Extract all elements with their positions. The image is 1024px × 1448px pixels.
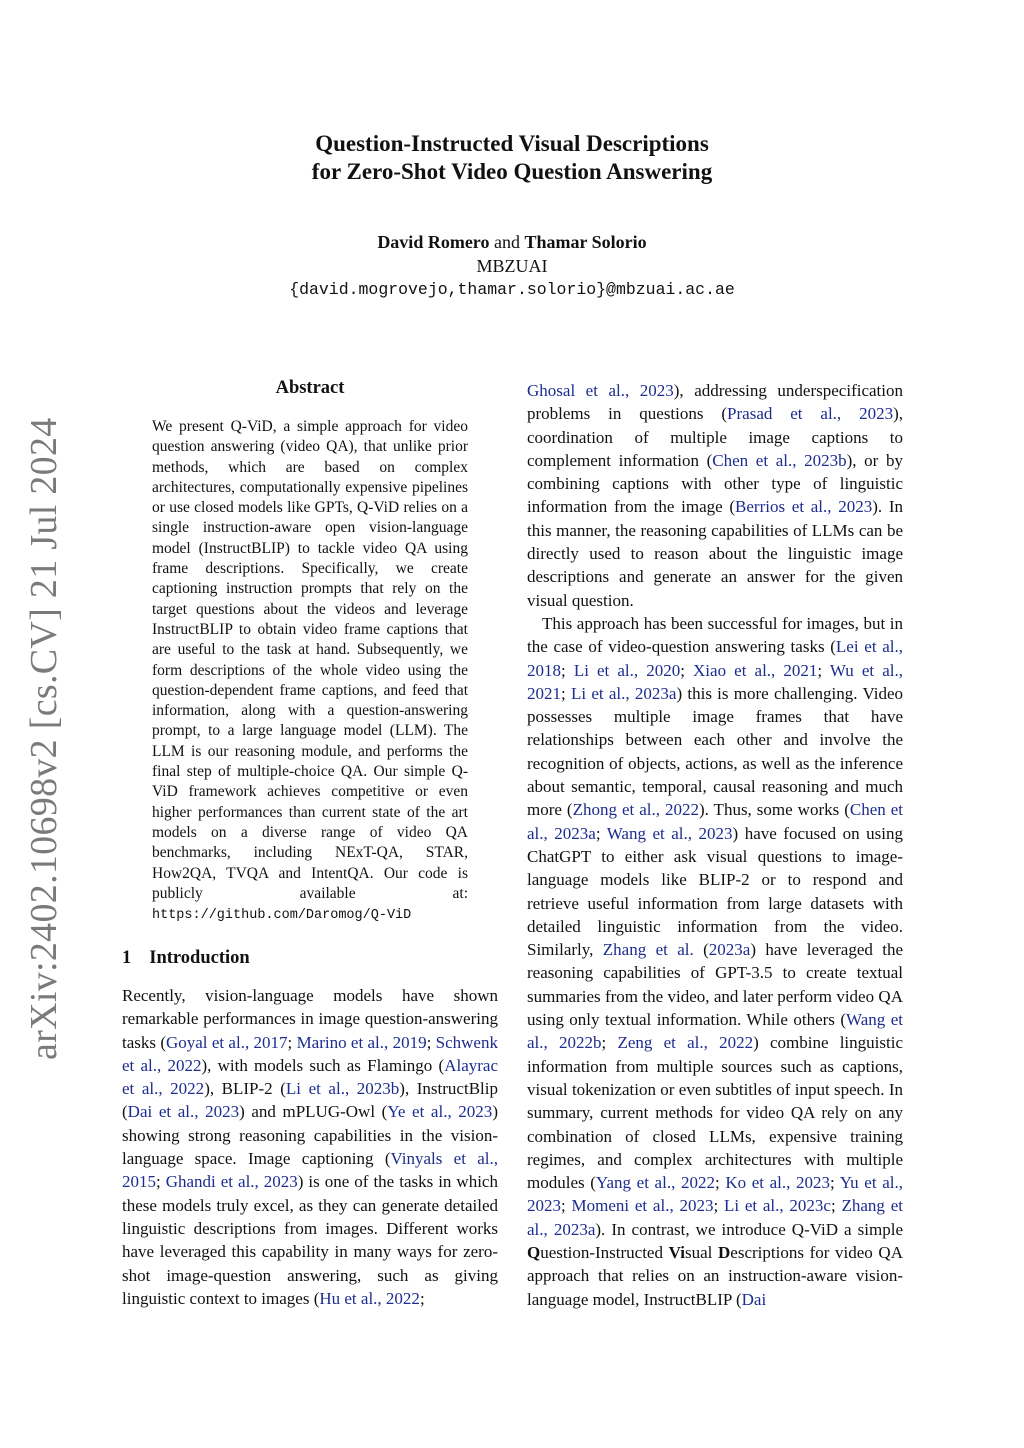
citation-link[interactable]: Chen et al., 2023a [527,800,904,843]
body-text: ; [426,1032,436,1052]
acronym-letter: Vi [668,1242,685,1262]
body-text: This approach has been successful for images, but in the case of video-question answering tasks ( [527,613,903,657]
citation-link[interactable]: Berrios et al., 2023 [735,497,873,517]
body-text: ; [595,823,607,843]
body-text: sual [684,1242,718,1262]
intro-left-column [122,984,498,1310]
citation-link[interactable]: Li et al., 2020 [573,660,681,680]
body-text: ; [156,1172,166,1192]
author-email: {david.mogrovejo,thamar.solorio}@mbzuai.ac.ae [289,280,735,299]
citation-link[interactable]: Yang et al., 2022 [595,1173,715,1193]
intro-right-column [527,379,903,1311]
body-text: escriptions for video QA approach that relies on an instruction-aware vision-language model, InstructBLIP ( [527,1242,903,1309]
citation-link[interactable]: Dai [741,1289,767,1309]
citation-link[interactable]: Zeng et al., 2022 [617,1033,754,1053]
body-text: ; [287,1032,297,1052]
body-text: ) combine linguistic information from multiple sources such as captions, visual tokenization or even subtitles of input speech. In summary, current methods for video QA rely on any combination of closed LLMs, expensive training regimes, and complex architectures with multiple modules ( [527,1033,903,1193]
citation-link[interactable]: Yu et al., 2023 [527,1173,903,1216]
body-text: ), with models such as Flamingo ( [201,1055,445,1075]
author-block [0,230,1024,302]
citation-link[interactable]: Wang et al., 2022b [527,1010,903,1053]
body-text: ; [561,1196,572,1216]
body-text: ; [680,660,694,680]
citation-link[interactable]: Xiao et al., 2021 [693,660,818,680]
arxiv-identifier: arXiv:2402.10698v2 [cs.CV] 21 Jul 2024 [23,417,65,1060]
citation-link[interactable]: Wang et al., 2023 [606,823,733,843]
paragraph [527,612,903,1311]
citation-link[interactable]: Ye et al., 2023 [387,1102,493,1122]
paper-title [0,130,1024,186]
body-text: ; [601,1033,618,1053]
body-text: ; [713,1196,724,1216]
author-conjunction: and [493,232,520,252]
author-1: David Romero [377,232,490,252]
body-text: ; [419,1288,425,1308]
body-text: ; [561,660,574,680]
author-names [0,230,1024,254]
body-text: ), coordination of multiple image captions to complement information ( [527,404,903,470]
citation-link[interactable]: Hu et al., 2022 [319,1288,420,1308]
section-number: 1 [122,948,132,968]
body-text: ; [817,660,830,680]
citation-link[interactable]: Goyal et al., 2017 [165,1032,288,1052]
body-text: ) showing strong reasoning capabilities in the vision-language space. Image captioning ( [122,1102,498,1169]
citation-link[interactable]: Wu et al., 2021 [527,660,903,703]
body-text: ), addressing underspecification problems in questions ( [527,381,903,424]
citation-link[interactable]: Ko et al., 2023 [725,1173,831,1193]
abstract-heading: Abstract [275,378,345,398]
body-text: ) and mPLUG-Owl ( [239,1102,388,1122]
acronym-letter: Q [527,1242,541,1262]
title-line-2: for Zero-Shot Video Question Answering [311,159,713,184]
paragraph [527,379,903,612]
citation-link[interactable]: Ghosal et al., 2023 [527,381,674,400]
body-text: ). In contrast, we introduce Q-ViD a simple [595,1219,903,1239]
abstract-body [152,417,468,926]
citation-link[interactable]: Schwenk et al., 2022 [122,1032,498,1075]
body-text: ) have focused on using ChatGPT to either ask visual questions to image-language models like BLIP-2 or to respond and retrieve useful information from large datasets with detailed linguistic information from the video. Similarly, [527,823,903,960]
body-text: ; [830,1196,842,1216]
title-line-1: Question-Instructed Visual Descriptions [315,131,709,156]
citation-link[interactable]: Lei et al., 2018 [527,637,903,680]
body-text: ( [693,940,709,960]
citation-link[interactable]: Chen et al., 2023b [712,450,847,470]
citation-link[interactable]: Zhang et al. [602,940,694,960]
body-text: ) this is more challenging. Video possesses multiple image frames that have relationships between each other and involve the recognition of objects, actions, as well as the inference about semantic, temporal, causal reasoning and much more ( [527,683,903,820]
acronym-letter: D [718,1242,731,1262]
section-heading [122,948,250,969]
code-link[interactable]: https://github.com/Daromog/Q-ViD [152,908,412,924]
body-text: ; [830,1173,840,1193]
body-text: ), InstructBlip ( [122,1079,498,1122]
body-text: ). In this manner, the reasoning capabilities of LLMs can be directly used to reason about the linguistic image descriptions and generate an answer for the given visual question. [527,497,903,610]
citation-link[interactable]: Zhong et al., 2022 [572,800,699,820]
body-text: ), or by combining captions with other type of linguistic information from the image ( [527,450,903,517]
section-title: Introduction [149,948,250,968]
citation-link[interactable]: Li et al., 2023a [570,683,677,703]
body-text: ) have leveraged the reasoning capabilities of GPT-3.5 to create textual summaries from the video, and later perform video QA using only textual information. While others ( [527,940,903,1030]
affiliation: MBZUAI [476,256,548,276]
body-text: ). Thus, some works ( [698,800,850,820]
abstract-text: We present Q-ViD, a simple approach for video question answering (video QA), that unlike prior methods, which are based on complex architectures, computationally expensive pipelines or use closed models like GPTs, Q-ViD relies on a single instruction-aware open vision-language model (InstructBLIP) to tackle video QA using frame descriptions. Specifically, we create captioning instruction prompts that rely on the target questions about the videos and leverage InstructBLIP to obtain video frame captions that are useful to the task at hand. Subsequently, we form descriptions of the whole video using the question-dependent frame captions, and feed that information, along with a question-answering prompt, to a large language model (LLM). The LLM is our reasoning module, and performs the final step of multiple-choice QA. Our simple Q-ViD framework achieves competitive or even higher performances than current state of the art models on a diverse range of video QA benchmarks, including NExT-QA, STAR, How2QA, TVQA and IntentQA. Our code is publicly available at: [152,418,468,902]
citation-link[interactable]: Zhang et al., 2023a [527,1196,903,1239]
citation-link[interactable]: Li et al., 2023c [723,1196,831,1216]
body-text: uestion-Instructed [540,1242,669,1262]
citation-link[interactable]: Ghandi et al., 2023 [165,1172,298,1192]
citation-link[interactable]: 2023a [708,940,751,960]
body-text: ), BLIP-2 ( [204,1079,286,1099]
body-text: ) is one of the tasks in which these models truly excel, as they can generate detailed linguistic descriptions from images. Different works have leveraged this capability in many ways for zero-shot image-question answering, such as giving linguistic context to images ( [122,1172,498,1308]
body-text: ; [561,683,571,703]
body-text: ; [714,1173,726,1193]
citation-link[interactable]: Alayrac et al., 2022 [122,1055,498,1099]
body-text: Recently, vision-language models have shown remarkable performances in image question-answering tasks ( [122,986,498,1052]
citation-link[interactable]: Momeni et al., 2023 [571,1196,714,1216]
citation-link[interactable]: Li et al., 2023b [285,1079,400,1099]
citation-link[interactable]: Marino et al., 2019 [296,1032,427,1052]
citation-link[interactable]: Vinyals et al., 2015 [122,1149,498,1192]
citation-link[interactable]: Dai et al., 2023 [127,1102,240,1122]
author-2: Thamar Solorio [524,232,647,252]
citation-link[interactable]: Prasad et al., 2023 [727,404,894,424]
